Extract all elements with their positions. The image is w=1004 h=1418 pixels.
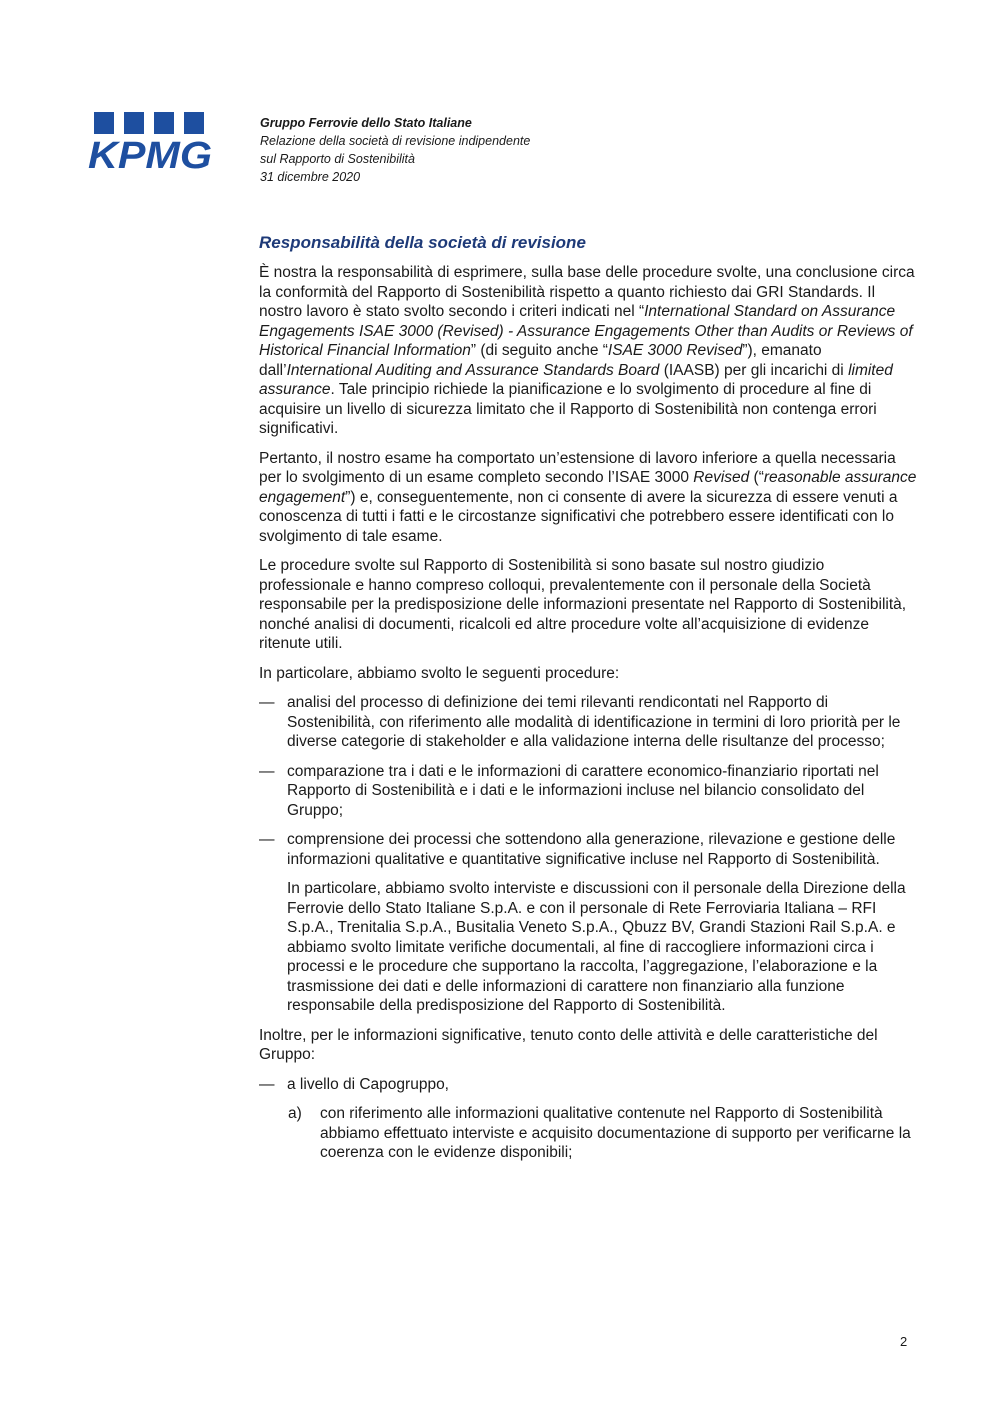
dash-bullet: — [259,762,275,780]
kpmg-logo-text: KPMG [88,135,212,170]
list-item-text: a livello di Capogruppo, [287,1075,449,1093]
paragraph-interviews: In particolare, abbiamo svolto interviste e discussioni con il personale della Direzione della Ferrovie dello Stato Italiane S.p.A. e con il personale di Rete Ferroviaria Italiana – RFI S.p.A., Trenitalia S.p.A., Busitalia Veneto S.p.A., Qbuzz BV, Grandi Stazioni Rail S.p.A. e abbiamo svolto limitate verifiche documentali, al fine di raccogliere informazioni circa i processi e le procedure che supportano la raccolta, l’aggregazione, l’elaborazione e la trasmissione dei dati e delle informazioni di carattere non finanziario alla funzione responsabile della predisposizione del Rapporto di Sostenibilità. [287,880,906,1014]
paragraph-procedures-intro: In particolare, abbiamo svolto le seguenti procedure: [259,664,620,682]
dash-bullet: — [259,831,275,848]
dash-bullet: — [259,694,275,711]
list-item [259,830,919,869]
paragraph-additional: Inoltre, per le informazioni significative, tenuto conto delle attività e delle caratteristiche del Gruppo: [259,1026,878,1063]
header-organization: Gruppo Ferrovie dello Stato Italiane [260,116,472,130]
header-report-line-2: sul Rapporto di Sostenibilità [260,152,415,166]
list-item [259,762,919,821]
list-item [259,1075,919,1095]
main-content [259,232,919,1173]
list-item [259,693,919,752]
kpmg-logo [88,112,214,170]
paragraph-scope: Pertanto, il nostro esame ha comportato un’estensione di lavoro inferiore a quella necessaria per lo svolgimento di un esame completo secondo l’ISAE 3000 Revised (“reasonable assurance engagement”) e, conseguentemente, non ci consente di avere la sicurezza di essere venuti a conoscenza di tutti i fatti e le circostanze significativi che potrebbero essere identificati con lo svolgimento di tale esame. [259,449,917,545]
lettered-item-text: con riferimento alle informazioni qualitative contenute nel Rapporto di Sostenibilità abbiamo effettuato interviste e acquisito documentazione di supporto per verificarne la coerenza con le evidenze disponibili; [320,1105,911,1161]
paragraph-responsibility: È nostra la responsabilità di esprimere, sulla base delle procedure svolte, una conclusione circa la conformità del Rapporto di Sostenibilità rispetto a quanto richiesto dai GRI Standards. Il nostro lavoro è stato svolto secondo i criteri indicati nel “International Standard on Assurance Engagements ISAE 3000 (Revised) - Assurance Engagements Other than Audits or Reviews of Historical Financial Information” (di seguito anche “ISAE 3000 Revised”), emanato dall’International Auditing and Assurance Standards Board (IAASB) per gli incarichi di limited assurance. Tale principio richiede la pianificazione e lo svolgimento di procedure al fine di acquisire un livello di sicurezza limitato che il Rapporto di Sostenibilità non contenga errori significativi. [259,264,915,437]
list-item-text: analisi del processo di definizione dei temi rilevanti rendicontati nel Rapporto di Sostenibilità, con riferimento alle modalità di identificazione in termini di loro priorità per le diverse categorie di stakeholder e alla validazione interna delle risultanze del processo; [287,694,901,750]
header-date: 31 dicembre 2020 [260,170,361,184]
section-title: Responsabilità della società di revisione [259,233,586,252]
header-report-line-1: Relazione della società di revisione indipendente [260,134,531,148]
paragraph-procedures: Le procedure svolte sul Rapporto di Sostenibilità si sono basate sul nostro giudizio professionale e hanno compreso colloqui, prevalentemente con il personale della Società responsabile per la predisposizione delle informazioni presentate nel Rapporto di Sostenibilità, nonché analisi di documenti, ricalcoli ed altre procedure volte all’acquisizione di evidenze ritenute utili. [259,557,907,652]
page-number: 2 [900,1334,908,1349]
lettered-item-label: a) [288,1105,302,1122]
list-item-text: comprensione dei processi che sottendono alla generazione, rilevazione e gestione delle informazioni qualitative e quantitative significative incluse nel Rapporto di Sostenibilità. [287,831,896,868]
list-item-text: comparazione tra i dati e le informazioni di carattere economico-finanziario riportati nel Rapporto di Sostenibilità e i dati e le informazioni incluse nel bilancio consolidato del Gruppo; [287,762,879,819]
document-header [260,114,530,186]
lettered-item [259,1104,919,1163]
dash-bullet: — [259,1075,275,1093]
